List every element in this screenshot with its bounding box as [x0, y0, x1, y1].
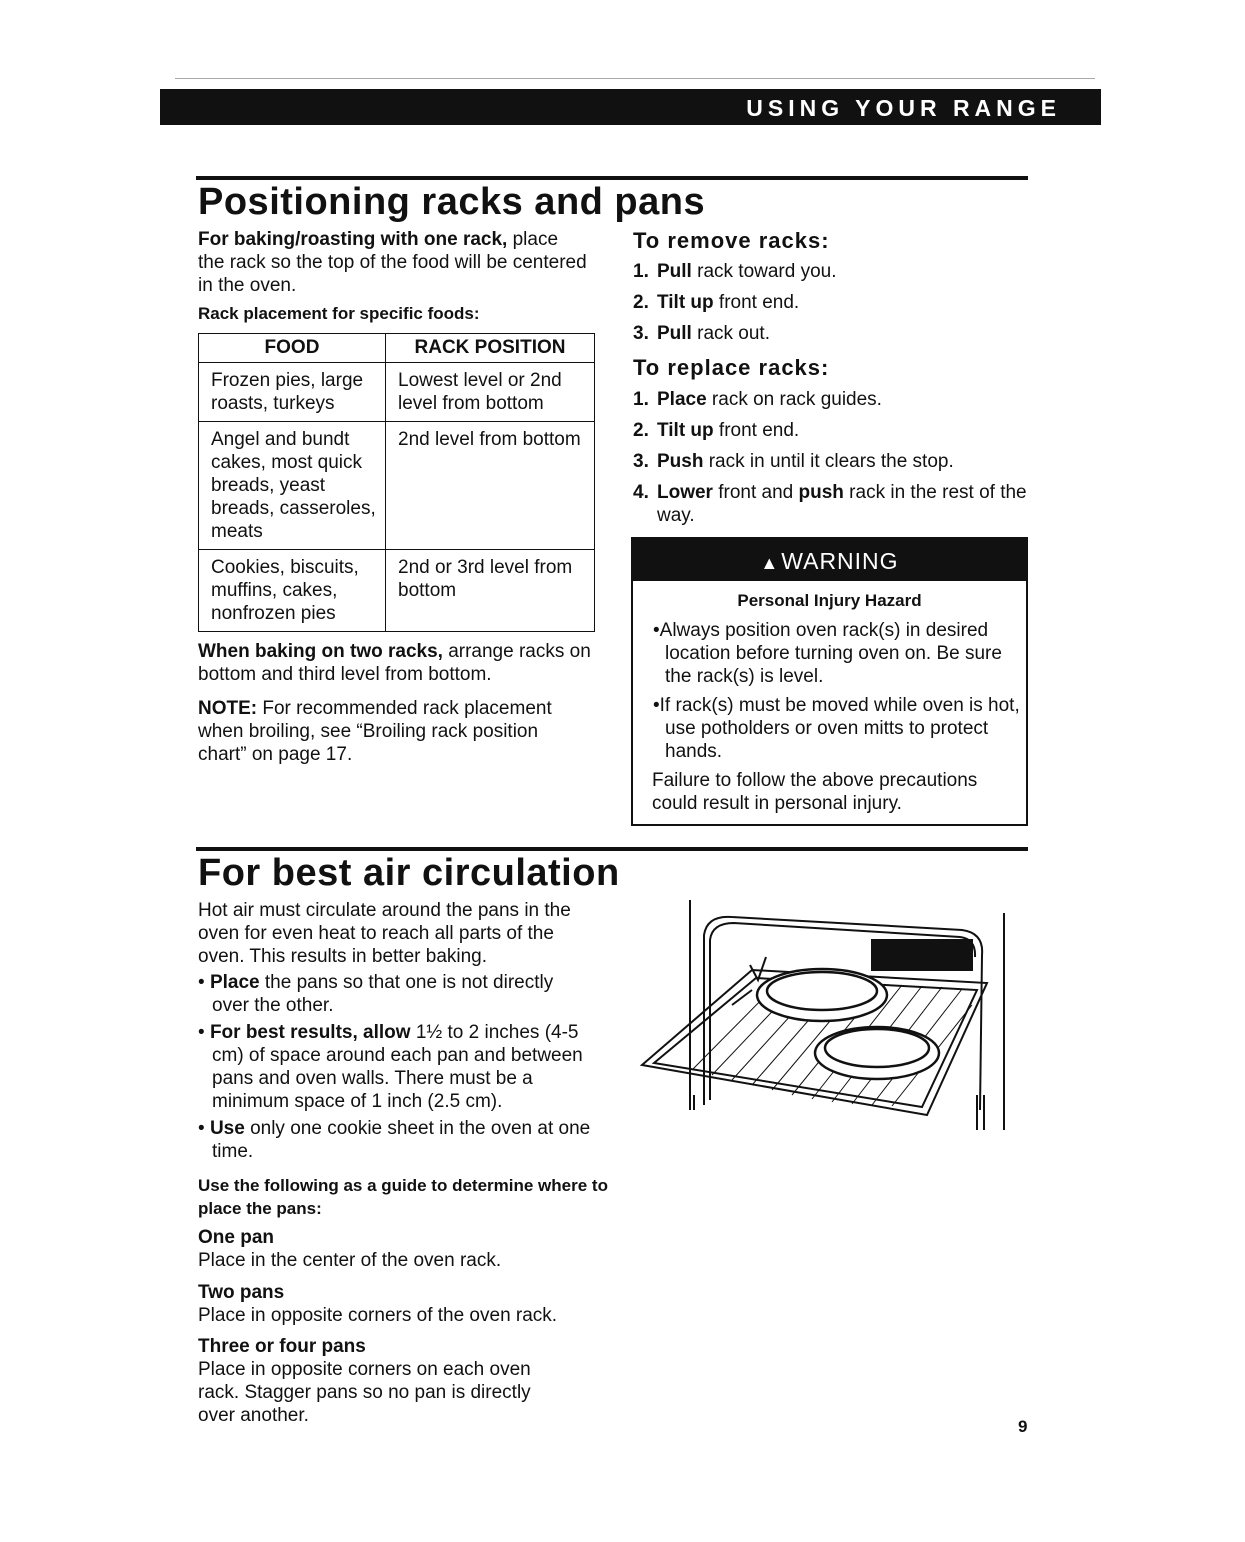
case-text-two-pans: Place in opposite corners of the oven rack.: [198, 1305, 558, 1326]
note-paragraph: [198, 697, 583, 766]
step-verb-2: push: [798, 482, 844, 503]
case-text-three-four-pans: Place in opposite corners on each oven rack. Stagger pans so no pan is directly over another.: [198, 1359, 531, 1426]
case-label-three-four-pans: Three or four pans: [198, 1336, 366, 1357]
header-title: USING YOUR RANGE: [746, 95, 1061, 121]
step-number: 2.: [633, 292, 649, 313]
warning-footer: Failure to follow the above precautions could result in personal injury.: [652, 770, 978, 814]
bullet-text: only one cookie sheet in the oven at one time.: [212, 1118, 591, 1162]
step-number: 1.: [633, 261, 649, 282]
step-verb: Pull: [657, 323, 692, 344]
step-text: front end.: [713, 420, 800, 441]
list-item: • Place the pans so that one is not directly over the other.: [198, 972, 554, 1016]
step-verb: Tilt up: [657, 292, 714, 313]
rack-placement-table: [198, 333, 595, 632]
intro-paragraph: [198, 228, 588, 297]
warning-title: WARNING: [781, 548, 899, 574]
bullet-text: the pans so that one is not directly over the other.: [212, 972, 554, 1016]
step-text-2: rack in the rest of the way.: [657, 482, 1027, 526]
note-rest: For recommended rack placement when broiling, see “Broiling rack position chart” on page 17.: [198, 698, 552, 765]
warning-subtitle: Personal Injury Hazard: [737, 591, 922, 610]
table-header-row: [199, 334, 595, 363]
case-text-one-pan: Place in the center of the oven rack.: [198, 1250, 502, 1271]
table-cell-position: 2nd or 3rd level from bottom: [386, 550, 595, 632]
section-header-bar: [160, 89, 1101, 125]
list-item: [633, 419, 1028, 442]
two-racks-paragraph: [198, 640, 593, 686]
pan-back-rim: [767, 972, 877, 1010]
case-label-two-pans: Two pans: [198, 1282, 285, 1303]
two-racks-bold: When baking on two racks,: [198, 641, 443, 662]
step-number: 4.: [633, 482, 649, 503]
table-cell-position: Lowest level or 2nd level from bottom: [386, 363, 595, 422]
list-item: [633, 322, 1028, 345]
list-item: [633, 450, 1028, 473]
case-label-one-pan: One pan: [198, 1227, 275, 1248]
table-cell-food: Cookies, biscuits, muffins, cakes, nonfrozen pies: [199, 550, 386, 632]
bullet-bold: For best results, allow: [209, 1022, 411, 1043]
circulation-intro: Hot air must circulate around the pans in the oven for even heat to reach all parts of the oven. This results in better baking.: [198, 900, 571, 967]
list-item: • For best results, allow 1½ to 2 inches (4-5 cm) of space around each pan and between pans and oven walls. There must be a minimum space of 1 inch (2.5 cm).: [198, 1022, 583, 1112]
table-header-rack-position: RACK POSITION: [386, 334, 595, 363]
step-verb: Tilt up: [657, 420, 714, 441]
pan-front-rim: [825, 1029, 929, 1067]
table-header-food: FOOD: [199, 334, 386, 363]
warning-box: [631, 537, 1028, 826]
rack-stop-mark: [750, 957, 766, 980]
table-cell-position: 2nd level from bottom: [386, 422, 595, 550]
list-item: •If rack(s) must be moved while oven is hot, use potholders or oven mitts to protect hands.: [653, 695, 1020, 762]
list-item: • Use only one cookie sheet in the oven at one time.: [198, 1118, 591, 1162]
warning-triangle-icon: ▲: [760, 553, 780, 573]
table-row: [199, 363, 595, 422]
warning-header: [633, 539, 1026, 581]
intro-rest: place the rack so the top of the food will be centered in the oven.: [198, 229, 587, 296]
list-item: [633, 260, 1028, 283]
page-number: 9: [1018, 1417, 1028, 1436]
remove-steps-list: [633, 260, 1028, 353]
section2-title: For best air circulation: [198, 852, 620, 894]
oven-back-shadow: [872, 940, 972, 970]
remove-racks-title: To remove racks:: [633, 228, 830, 253]
step-verb: Lower: [657, 482, 713, 503]
oven-rack-illustration: [632, 895, 1017, 1135]
table-cell-food: Frozen pies, large roasts, turkeys: [199, 363, 386, 422]
intro-bold: For baking/roasting with one rack,: [198, 229, 508, 250]
step-verb: Place: [657, 389, 707, 410]
list-item: •Always position oven rack(s) in desired location before turning oven on. Be sure the rack(s) is level.: [653, 620, 1002, 687]
section2-rule: [196, 847, 1028, 851]
step-text: front and: [712, 482, 799, 503]
step-number: 3.: [633, 323, 649, 344]
bullet-bold: Use: [209, 1118, 245, 1139]
warning-bullets: [633, 619, 1026, 763]
warning-bullet-text: If rack(s) must be moved while oven is hot, use potholders or oven mitts to protect hands.: [659, 695, 1020, 762]
step-number: 3.: [633, 451, 649, 472]
table-row: [199, 422, 595, 550]
list-item: [633, 388, 1028, 411]
step-text: rack in until it clears the stop.: [703, 451, 954, 472]
warning-bullet-text: Always position oven rack(s) in desired location before turning oven on. Be sure the rack(s) is level.: [659, 620, 1002, 687]
step-text: front end.: [713, 292, 800, 313]
replace-steps-list: [633, 388, 1028, 535]
replace-racks-title: To replace racks:: [633, 355, 830, 380]
step-text: rack on rack guides.: [706, 389, 882, 410]
step-number: 1.: [633, 389, 649, 410]
bullet-text: 1½ to 2 inches (4-5 cm) of space around each pan and between pans and oven walls. There must be a minimum space of 1 inch (2.5 cm).: [212, 1022, 583, 1112]
table-caption: Rack placement for specific foods:: [198, 304, 480, 323]
step-number: 2.: [633, 420, 649, 441]
list-item: [633, 291, 1028, 314]
guide-text: Use the following as a guide to determine where to place the pans:: [198, 1176, 608, 1218]
table-row: [199, 550, 595, 632]
section1-title: Positioning racks and pans: [198, 181, 706, 223]
step-text: rack out.: [691, 323, 770, 344]
table-cell-food: Angel and bundt cakes, most quick breads, yeast breads, casseroles, meats: [199, 422, 386, 550]
note-bold: NOTE:: [198, 698, 258, 719]
section1-rule: [196, 176, 1028, 180]
bullet-bold: Place: [209, 972, 260, 993]
circulation-bullets: [198, 971, 593, 1167]
step-verb: Pull: [657, 261, 692, 282]
list-item: [633, 481, 1028, 527]
step-text: rack toward you.: [691, 261, 837, 282]
two-racks-rest: arrange racks on bottom and third level from bottom.: [198, 641, 591, 685]
rack-guide: [732, 990, 752, 1005]
top-rule: [175, 78, 1095, 79]
step-verb: Push: [657, 451, 704, 472]
